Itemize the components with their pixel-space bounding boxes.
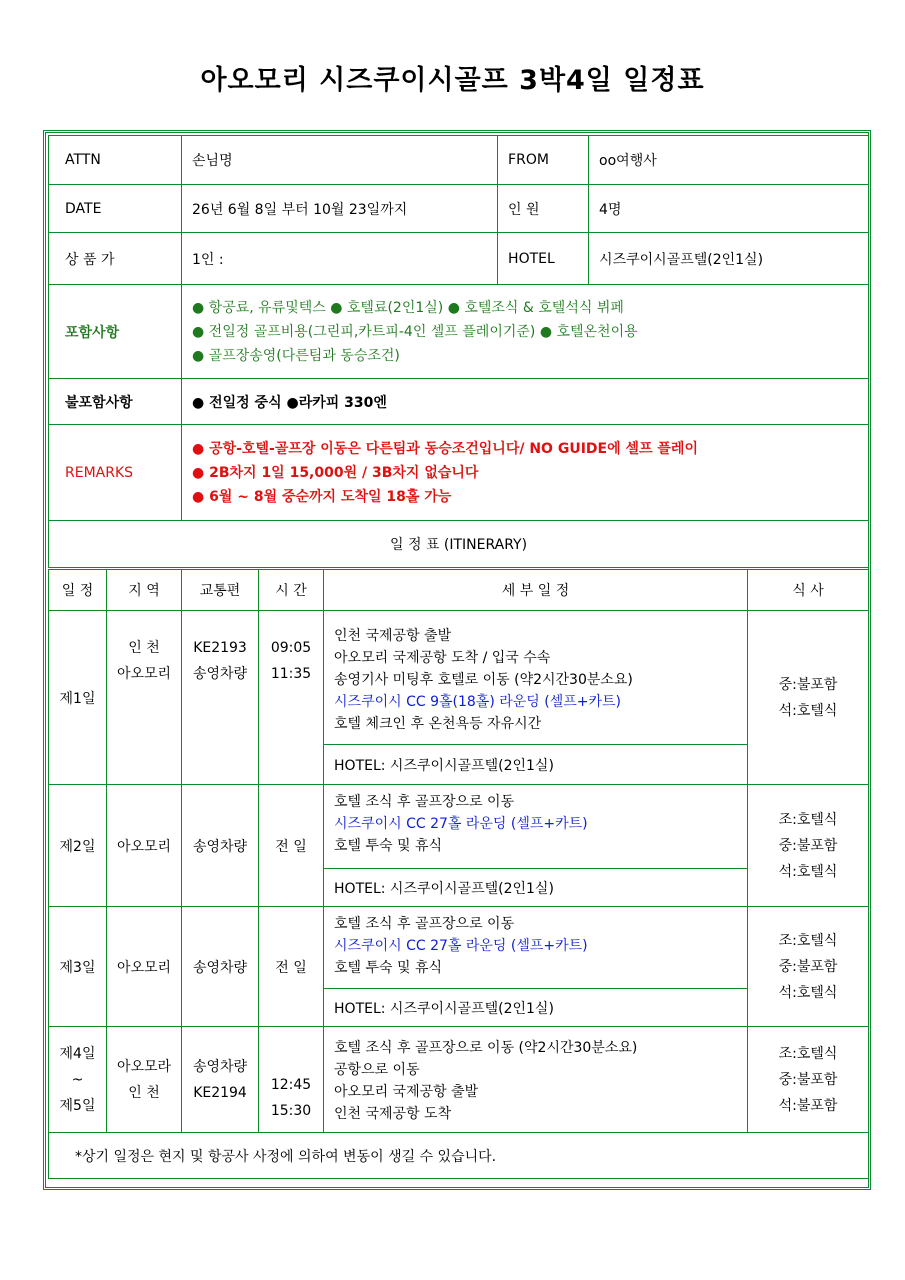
day-hotel: HOTEL: 시즈쿠이시골프텔(2인1실) (324, 869, 748, 907)
day-meals (748, 785, 869, 907)
itinerary-table (48, 135, 869, 1179)
day-label-line: ~ (71, 1071, 84, 1088)
date-label: DATE (49, 185, 182, 233)
golf-round-line: 시즈쿠이시 CC 27홀 라운딩 (셀프+카트) (334, 816, 588, 832)
people-value: 4명 (589, 185, 869, 233)
footer-note: *상기 일정은 현지 및 항공사 사정에 의하여 변동이 생길 수 있습니다. (49, 1133, 869, 1179)
col-header-schedule: 세 부 일 정 (324, 569, 748, 611)
remark-line: ● 공항-호텔-골프장 이동은 다른팀과 동승조건입니다/ NO GUIDE에 셀프 플레이 (192, 440, 698, 457)
day-time (259, 611, 324, 785)
included-line: ● 전일정 골프비용(그린피,카트피-4인 셀프 플레이기준) ● 호텔온천이용 (192, 323, 638, 340)
meal-line: 중:불포함 (778, 1071, 838, 1088)
day-transport (182, 1027, 259, 1133)
people-label: 인 원 (498, 185, 589, 233)
schedule-line: 아오모리 국제공항 도착 / 입국 수속 (334, 650, 551, 666)
time-line: 11:35 (270, 666, 312, 682)
schedule-line: 호텔 조식 후 골프장으로 이동 (334, 916, 515, 932)
remarks-list (182, 425, 869, 521)
itinerary-title: 일 정 표 (ITINERARY) (49, 521, 869, 569)
day-label: 제2일 (49, 785, 107, 907)
day-transport: 송영차량 (182, 785, 259, 907)
day-time (259, 1027, 324, 1133)
day-label-line: 제5일 (59, 1097, 96, 1114)
day-hotel: HOTEL: 시즈쿠이시골프텔(2인1실) (324, 745, 748, 785)
excluded-label: 불포함사항 (49, 379, 182, 425)
remark-line: ● 6월 ~ 8월 중순까지 도착일 18홀 가능 (192, 488, 452, 505)
time-line: 15:30 (270, 1103, 312, 1119)
time-line: 09:05 (270, 640, 312, 656)
hotel-label: HOTEL (498, 233, 589, 285)
meal-line: 석:호텔식 (778, 863, 838, 880)
day-region (107, 611, 182, 785)
attn-label: ATTN (49, 136, 182, 185)
date-value: 26년 6월 8일 부터 10월 23일까지 (182, 185, 498, 233)
meal-line: 석:호텔식 (778, 702, 838, 719)
day-region: 아오모리 (107, 907, 182, 1027)
schedule-line: 호텔 투숙 및 휴식 (334, 838, 443, 854)
meal-line: 석:불포함 (778, 1097, 838, 1114)
excluded-text: ● 전일정 중식 ●라카피 330엔 (182, 379, 869, 425)
transport-line: KE2194 (193, 1084, 247, 1101)
meal-line: 조:호텔식 (778, 932, 838, 949)
meal-line: 조:호텔식 (778, 1045, 838, 1062)
col-header-transport: 교통편 (182, 569, 259, 611)
day-region (107, 1027, 182, 1133)
day-meals (748, 611, 869, 785)
remark-line: ● 2B차지 1일 15,000원 / 3B차지 없습니다 (192, 464, 479, 481)
col-header-day: 일 정 (49, 569, 107, 611)
remarks-label: REMARKS (49, 425, 182, 521)
schedule-line: 호텔 투숙 및 휴식 (334, 960, 443, 976)
schedule-line: 인천 국제공항 도착 (334, 1106, 452, 1122)
schedule-line: 호텔 체크인 후 온천욕등 자유시간 (334, 716, 542, 732)
included-line: ● 항공료, 유류및텍스 ● 호텔료(2인1실) ● 호텔조식 & 호텔석식 뷔페 (192, 299, 624, 316)
meal-line: 조:호텔식 (778, 811, 838, 828)
time-line: 12:45 (270, 1077, 312, 1093)
golf-round-line: 시즈쿠이시 CC 9홀(18홀) 라운딩 (셀프+카트) (334, 694, 622, 710)
included-line: ● 골프장송영(다른팀과 동승조건) (192, 347, 400, 364)
col-header-meals: 식 사 (748, 569, 869, 611)
day-label: 제1일 (49, 611, 107, 785)
included-label: 포함사항 (49, 285, 182, 379)
day-hotel: HOTEL: 시즈쿠이시골프텔(2인1실) (324, 989, 748, 1027)
meal-line: 중:불포함 (778, 958, 838, 975)
day-meals (748, 1027, 869, 1133)
day-label (49, 1027, 107, 1133)
day-transport: 송영차량 (182, 907, 259, 1027)
day-transport (182, 611, 259, 785)
day-schedule (324, 1027, 748, 1133)
from-label: FROM (498, 136, 589, 185)
schedule-line: 공항으로 이동 (334, 1062, 420, 1078)
price-label: 상 품 가 (49, 233, 182, 285)
day-label-line: 제4일 (59, 1045, 96, 1062)
day-schedule (324, 785, 748, 869)
day-time: 전 일 (259, 785, 324, 907)
day-time: 전 일 (259, 907, 324, 1027)
meal-line: 중:불포함 (778, 837, 838, 854)
page-title: 아오모리 시즈쿠이시골프 3박4일 일정표 (200, 65, 705, 96)
region-line: 인 천 (128, 1084, 160, 1101)
schedule-line: 아오모리 국제공항 출발 (334, 1084, 479, 1100)
day-meals (748, 907, 869, 1027)
region-line: 인 천 (128, 640, 160, 656)
region-line: 아오모라 (116, 1058, 172, 1075)
day-label: 제3일 (49, 907, 107, 1027)
golf-round-line: 시즈쿠이시 CC 27홀 라운딩 (셀프+카트) (334, 938, 588, 954)
schedule-line: 송영기사 미팅후 호텔로 이동 (약2시간30분소요) (334, 672, 633, 688)
included-list (182, 285, 869, 379)
schedule-line: 호텔 조식 후 골프장으로 이동 (334, 794, 515, 810)
price-value: 1인 : (182, 233, 498, 285)
day-region: 아오모리 (107, 785, 182, 907)
meal-line: 석:호텔식 (778, 984, 838, 1001)
col-header-region: 지 역 (107, 569, 182, 611)
day-schedule (324, 611, 748, 745)
hotel-value: 시즈쿠이시골프텔(2인1실) (589, 233, 869, 285)
transport-line: 송영차량 (192, 666, 248, 682)
schedule-line: 인천 국제공항 출발 (334, 628, 452, 644)
itinerary-frame (43, 130, 871, 1190)
schedule-line: 호텔 조식 후 골프장으로 이동 (약2시간30분소요) (334, 1040, 638, 1056)
meal-line: 중:불포함 (778, 676, 838, 693)
region-line: 아오모리 (116, 666, 172, 682)
transport-line: KE2193 (193, 640, 247, 656)
from-value: oo여행사 (589, 136, 869, 185)
day-schedule (324, 907, 748, 989)
attn-value: 손님명 (182, 136, 498, 185)
col-header-time: 시 간 (259, 569, 324, 611)
transport-line: 송영차량 (192, 1058, 248, 1075)
